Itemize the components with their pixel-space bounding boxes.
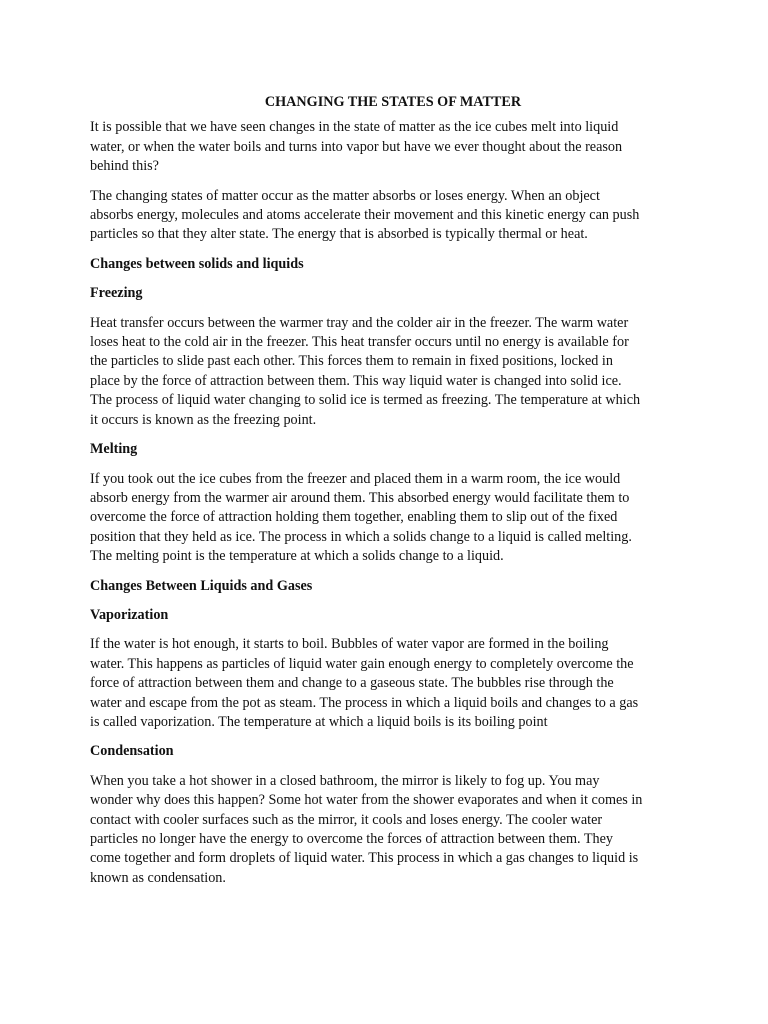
freezing-line: place by the force of attraction between them. This way liquid water is changed into solid ice. [90, 372, 622, 389]
melting-line: position that they held as ice. The process in which a solids change to a liquid is called melting. [90, 528, 632, 545]
intro-paragraph [90, 118, 684, 176]
document-page [90, 93, 684, 898]
melting-line: The melting point is the temperature at which a solids change to a liquid. [90, 548, 504, 565]
condensation-line: wonder why does this happen? Some hot water from the shower evaporates and when it comes in [90, 792, 643, 809]
energy-line: particles so that they alter state. The energy that is absorbed is typically thermal or heat. [90, 226, 588, 243]
energy-line: The changing states of matter occur as the matter absorbs or loses energy. When an object [90, 187, 600, 204]
melting-line: absorb energy from the warmer air around them. This absorbed energy would facilitate them to [90, 489, 630, 506]
freezing-line: the particles to slide past each other. This forces them to remain in fixed positions, locked in [90, 353, 613, 370]
vaporization-line: water and escape from the pot as steam. The process in which a liquid boils and changes to a gas [90, 694, 639, 711]
condensation-paragraph [90, 772, 684, 888]
vaporization-line: water. This happens as particles of liquid water gain enough energy to completely overcome the [90, 655, 634, 672]
condensation-line: contact with cooler surfaces such as the mirror, it cools and loses energy. The cooler water [90, 811, 603, 828]
vaporization-paragraph [90, 635, 684, 732]
condensation-line: particles no longer have the energy to overcome the forces of attraction between them. They [90, 831, 614, 847]
vaporization-heading: Vaporization [90, 606, 169, 623]
intro-line: It is possible that we have seen changes in the state of matter as the ice cubes melt into liquid [90, 119, 619, 136]
energy-paragraph [90, 187, 684, 245]
condensation-line: come together and form droplets of liquid water. This process in which a gas changes to liquid is [90, 850, 639, 867]
vaporization-line: is called vaporization. The temperature at which a liquid boils is its boiling point [90, 713, 548, 730]
intro-line: water, or when the water boils and turns into vapor but have we ever thought about the reason [90, 138, 623, 155]
melting-heading: Melting [90, 441, 138, 458]
melting-line: overcome the force of attraction holding them together, enabling them to slip out of the fixed [90, 509, 618, 526]
freezing-heading: Freezing [90, 285, 143, 302]
vaporization-line: If the water is hot enough, it starts to boil. Bubbles of water vapor are formed in the boiling [90, 636, 609, 653]
freezing-line: Heat transfer occurs between the warmer tray and the colder air in the freezer. The warm water [90, 314, 629, 331]
melting-paragraph [90, 470, 684, 567]
intro-line: behind this? [90, 158, 159, 175]
condensation-heading: Condensation [90, 743, 174, 760]
freezing-line: The process of liquid water changing to solid ice is termed as freezing. The temperature at which [90, 392, 641, 409]
vaporization-line: force of attraction between them and change to a gaseous state. The bubbles rise through the [90, 675, 614, 692]
condensation-line: When you take a hot shower in a closed bathroom, the mirror is likely to fog up. You may [90, 772, 600, 789]
energy-line: absorbs energy, molecules and atoms accelerate their movement and this kinetic energy can push [90, 207, 640, 224]
melting-line: If you took out the ice cubes from the freezer and placed them in a warm room, the ice would [90, 470, 621, 487]
section-heading-solids-liquids: Changes between solids and liquids [90, 255, 304, 272]
freezing-paragraph [90, 314, 684, 430]
section-heading-liquids-gases: Changes Between Liquids and Gases [90, 577, 313, 594]
condensation-line: known as condensation. [90, 869, 226, 886]
freezing-line: loses heat to the cold air in the freezer. This heat transfer occurs until no energy is available for [90, 334, 629, 351]
freezing-line: it occurs is known as the freezing point. [90, 411, 317, 428]
document-title: CHANGING THE STATES OF MATTER [264, 94, 522, 110]
